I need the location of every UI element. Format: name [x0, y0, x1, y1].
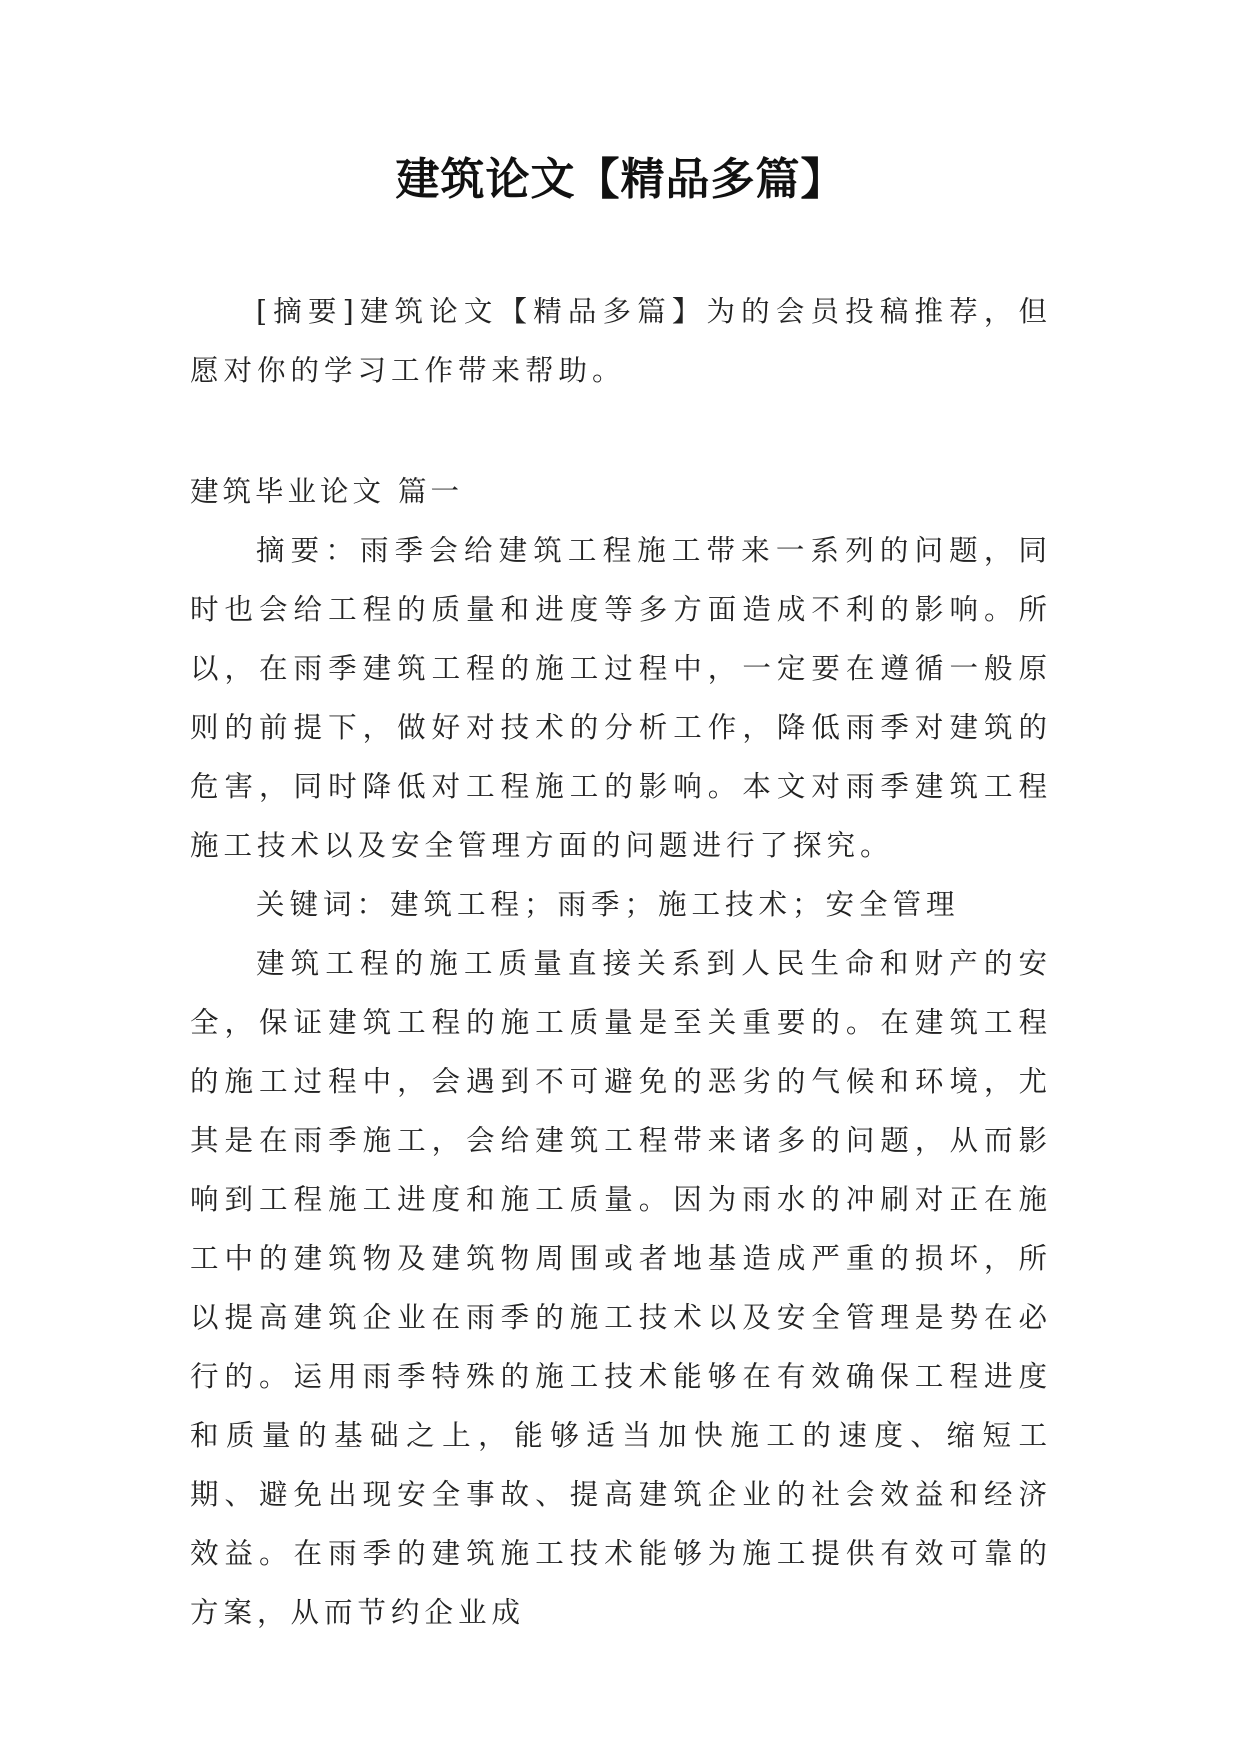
document-title: 建筑论文【精品多篇】: [395, 154, 846, 205]
document-body: [190, 282, 1052, 1642]
body-paragraph: 建筑工程的施工质量直接关系到人民生命和财产的安全，保证建筑工程的施工质量是至关重要的。在建筑工程的施工过程中，会遇到不可避免的恶劣的气候和环境，尤其是在雨季施工，会给建筑工程带来诸多的问题，从而影响到工程施工进度和施工质量。因为雨水的冲刷对正在施工中的建筑物及建筑物周围或者地基造成严重的损坏，所以提高建筑企业在雨季的施工技术以及安全管理是势在必行的。运用雨季特殊的施工技术能够在有效确保工程进度和质量的基础之上，能够适当加快施工的速度、缩短工期、避免出现安全事故、提高建筑企业的社会效益和经济效益。在雨季的建筑施工技术能够为施工提供有效可靠的方案，从而节约企业成: [190, 947, 1052, 1629]
intro-paragraph: [摘要]建筑论文【精品多篇】为的会员投稿推荐，但愿对你的学习工作带来帮助。: [190, 295, 1052, 387]
abstract-paragraph: 摘要：雨季会给建筑工程施工带来一系列的问题，同时也会给工程的质量和进度等多方面造成不利的影响。所以，在雨季建筑工程的施工过程中，一定要在遵循一般原则的前提下，做好对技术的分析工作，降低雨季对建筑的危害，同时降低对工程施工的影响。本文对雨季建筑工程施工技术以及安全管理方面的问题进行了探究。: [190, 534, 1052, 862]
section-heading: 建筑毕业论文 篇一: [190, 475, 464, 508]
keywords-paragraph: 关键词：建筑工程；雨季；施工技术；安全管理: [256, 888, 960, 921]
